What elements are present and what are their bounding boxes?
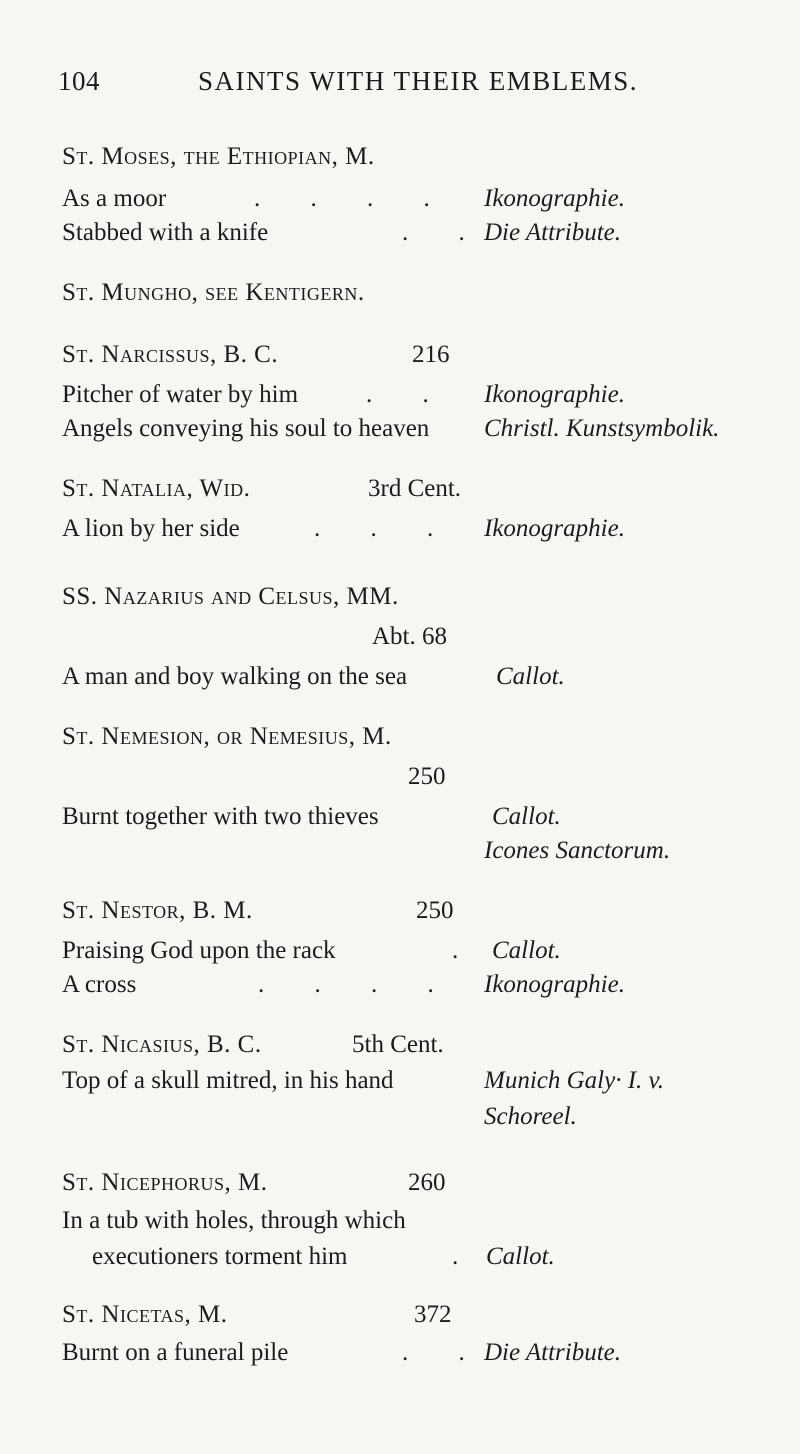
entry-heading: St. Natalia, Wid. xyxy=(62,475,251,502)
source-reference: Munich Galy· I. v. xyxy=(484,1067,665,1094)
entry-heading: SS. Nazarius and Celsus, MM. xyxy=(62,583,399,610)
dot-leader: . xyxy=(452,1243,481,1270)
emblem-text: Burnt together with two thieves xyxy=(62,803,379,830)
emblem-text: A lion by her side xyxy=(62,515,240,542)
entry-heading: St. Nemesion, or Nemesius, M. xyxy=(62,723,392,750)
source-reference: Icones Sanctorum. xyxy=(484,837,671,864)
dot-leader: . . . xyxy=(314,515,456,542)
entry-date: 250 xyxy=(416,897,454,924)
source-reference: Ikonographie. xyxy=(484,185,625,212)
entry-date: 260 xyxy=(408,1169,446,1196)
entry-date: 216 xyxy=(412,341,450,368)
emblem-text: Pitcher of water by him xyxy=(62,381,299,408)
source-reference: Ikonographie. xyxy=(484,971,625,998)
source-reference: Callot. xyxy=(492,803,561,830)
source-reference: Ikonographie. xyxy=(484,381,625,408)
source-reference: Callot. xyxy=(492,937,561,964)
emblem-text: executioners torment him xyxy=(92,1243,348,1270)
dot-leader: . . xyxy=(402,1339,487,1366)
source-reference: Christl. Kunstsymbolik. xyxy=(484,415,720,442)
emblem-text: Top of a skull mitred, in his hand xyxy=(62,1067,394,1094)
entry-heading: St. Nicephorus, M. xyxy=(62,1169,268,1196)
entry-heading: St. Narcissus, B. C. xyxy=(62,341,279,368)
running-title: SAINTS WITH THEIR EMBLEMS. xyxy=(198,66,639,96)
entry-heading: St. Moses, the Ethiopian, M. xyxy=(62,143,375,170)
dot-leader: . xyxy=(452,937,481,964)
entry-heading: St. Nicetas, M. xyxy=(62,1301,228,1328)
source-reference: Die Attribute. xyxy=(484,1339,622,1366)
dot-leader: . . xyxy=(402,219,487,246)
dot-leader: . . xyxy=(366,381,451,408)
source-reference: Callot. xyxy=(496,663,565,690)
source-reference: Ikonographie. xyxy=(484,515,625,542)
emblem-text: Stabbed with a knife xyxy=(62,219,269,246)
entry-date: 3rd Cent. xyxy=(368,475,462,502)
emblem-text: Burnt on a funeral pile xyxy=(62,1339,289,1366)
entry-heading: St. Nestor, B. M. xyxy=(62,897,253,924)
source-reference: Schoreel. xyxy=(484,1103,577,1130)
entry-date: Abt. 68 xyxy=(372,623,447,650)
entry-date: 372 xyxy=(414,1301,452,1328)
emblem-text: In a tub with holes, through which xyxy=(62,1207,406,1234)
entry-heading: St. Mungho, see Kentigern. xyxy=(62,279,365,306)
entry-date: 250 xyxy=(408,763,446,790)
source-reference: Callot. xyxy=(486,1243,555,1270)
emblem-text: A cross xyxy=(62,971,137,998)
emblem-text: Angels conveying his soul to heaven xyxy=(62,415,430,442)
dot-leader: . . . . xyxy=(258,971,456,998)
entry-date: 5th Cent. xyxy=(352,1031,444,1058)
emblem-text: Praising God upon the rack xyxy=(62,937,336,964)
source-reference: Die Attribute. xyxy=(484,219,622,246)
page-number: 104 xyxy=(58,66,100,96)
emblem-text: As a moor xyxy=(62,185,167,212)
entry-heading: St. Nicasius, B. C. xyxy=(62,1031,262,1058)
emblem-text: A man and boy walking on the sea xyxy=(62,663,408,690)
dot-leader: . . . . xyxy=(254,185,452,212)
